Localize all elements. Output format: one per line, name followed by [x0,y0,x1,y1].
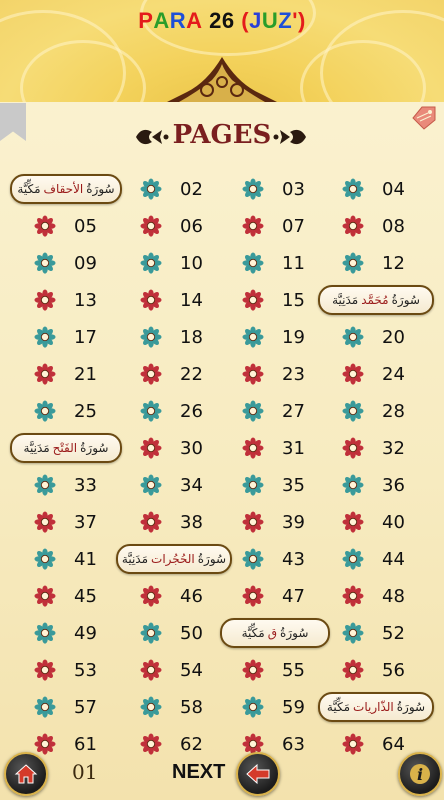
flower-icon [342,252,364,274]
page-number: 46 [180,585,203,607]
page-link[interactable] [342,616,412,650]
page-link[interactable] [342,357,412,391]
info-icon [409,762,431,786]
flower-icon [342,585,364,607]
surah-label-button[interactable] [116,544,232,574]
surah-type: مَدَنِيَّة [121,552,149,566]
grid-row [0,170,444,207]
grid-row [0,540,444,577]
page-number: 49 [74,622,97,644]
flower-icon [242,326,264,348]
surah-label-button[interactable] [10,433,122,463]
page-link[interactable] [140,394,210,428]
page-number: 47 [282,585,305,607]
surah-label-button[interactable] [318,285,434,315]
page-number: 57 [74,696,97,718]
page-link[interactable] [242,690,312,724]
flower-icon [34,696,56,718]
page-number: 37 [74,511,97,533]
page-number: 55 [282,659,305,681]
flower-icon [342,437,364,459]
flower-icon [140,252,162,274]
page-number: 33 [74,474,97,496]
page-link[interactable] [34,579,104,613]
flower-icon [242,178,264,200]
page-number: 12 [382,252,405,274]
page-number: 05 [74,215,97,237]
page-link[interactable] [140,357,210,391]
page-link[interactable] [342,653,412,687]
grid-row [0,207,444,244]
flower-icon [34,511,56,533]
title-letter: U [261,8,279,33]
flower-icon [140,622,162,644]
page-link[interactable] [342,320,412,354]
page-number: 22 [180,363,203,385]
flower-icon [34,215,56,237]
page-number: 62 [180,733,203,755]
surah-type: مَدَنِيَّة [332,293,359,307]
page-number: 54 [180,659,203,681]
page-link[interactable] [140,505,210,539]
page-link[interactable] [242,579,312,613]
page-link[interactable] [140,653,210,687]
footer-bar [0,748,444,800]
page-number: 44 [382,548,405,570]
surah-label-button[interactable] [220,618,330,648]
flower-icon [34,326,56,348]
page-number: 35 [282,474,305,496]
page-number: 63 [282,733,305,755]
title-letter: P [138,8,154,33]
page-number: 19 [282,326,305,348]
page-link[interactable] [342,394,412,428]
grid-row [0,688,444,725]
surah-prefix: سُورَةُ [280,626,309,640]
page-number: 39 [282,511,305,533]
flower-icon [342,511,364,533]
page-number: 14 [180,289,203,311]
surah-type: مَكِّيَّة [326,700,351,714]
page-link[interactable] [242,431,312,465]
page-number: 43 [282,548,305,570]
flower-icon [34,548,56,570]
page-link[interactable] [342,172,412,206]
flower-icon [242,400,264,422]
flower-icon [242,511,264,533]
flower-icon [34,363,56,385]
page-link[interactable] [242,468,312,502]
flower-icon [34,622,56,644]
flower-icon [140,363,162,385]
page-link[interactable] [140,468,210,502]
next-button[interactable] [236,752,280,796]
page-number: 10 [180,252,203,274]
page-number: 04 [382,178,405,200]
ornament-right-icon [272,122,310,152]
flower-icon [342,474,364,496]
page-number: 34 [180,474,203,496]
title-letter: ' [292,8,298,33]
title-letter: 2 [202,8,222,33]
title-letter: ) [297,8,306,33]
surah-prefix: سُورَةُ [391,293,420,307]
page-number: 06 [180,215,203,237]
page-number: 11 [282,252,305,274]
flower-icon [140,215,162,237]
flower-icon [242,696,264,718]
page-number: 58 [180,696,203,718]
title-letter: J [249,8,262,33]
surah-name: الفَتْح [52,441,78,455]
grid-row [0,318,444,355]
page-number: 24 [382,363,405,385]
grid-row [0,614,444,651]
page-link[interactable] [140,283,210,317]
page-link[interactable] [140,246,210,280]
page-link[interactable] [34,283,104,317]
page-number: 07 [282,215,305,237]
page-link[interactable] [34,468,104,502]
flower-icon [140,289,162,311]
flower-icon [342,215,364,237]
surah-prefix: سُورَةُ [396,700,426,714]
page-number: 28 [382,400,405,422]
flower-icon [242,363,264,385]
surah-name: الذّاريات [353,700,394,714]
pages-heading [0,118,444,158]
page-number: 17 [74,326,97,348]
grid-row [0,503,444,540]
page-link[interactable] [342,468,412,502]
flower-icon [242,474,264,496]
page-link[interactable] [140,431,210,465]
flower-icon [242,548,264,570]
page-link[interactable] [140,690,210,724]
page-number: 52 [382,622,405,644]
flower-icon [242,437,264,459]
page-number: 09 [74,252,97,274]
page-link[interactable] [242,172,312,206]
page-link[interactable] [140,616,210,650]
grid-row [0,244,444,281]
page-link[interactable] [242,653,312,687]
flower-icon [242,289,264,311]
flower-icon [242,215,264,237]
page-number: 08 [382,215,405,237]
page-number: 25 [74,400,97,422]
flower-icon [342,659,364,681]
page-link[interactable] [34,616,104,650]
current-page-number: 01 [72,760,98,784]
page-number: 03 [282,178,305,200]
page-number: 59 [282,696,305,718]
page-link[interactable] [242,320,312,354]
page-link[interactable] [242,209,312,243]
title-letter: R [169,8,187,33]
flower-icon [140,178,162,200]
page-link[interactable] [34,246,104,280]
title-letter: 6 [221,8,235,33]
page-number: 38 [180,511,203,533]
page-link[interactable] [242,542,312,576]
flower-icon [34,289,56,311]
page-number: 41 [74,548,97,570]
page-link[interactable] [34,357,104,391]
surah-name: ق [267,626,278,640]
page-link[interactable] [34,505,104,539]
page-link[interactable] [140,579,210,613]
flower-icon [242,252,264,274]
flower-icon [342,400,364,422]
flower-icon [34,585,56,607]
page-number: 48 [382,585,405,607]
flower-icon [140,659,162,681]
flower-icon [34,252,56,274]
home-icon [14,763,38,785]
page-number: 64 [382,733,405,755]
surah-prefix: سُورَةُ [86,182,115,196]
page-number: 36 [382,474,405,496]
page-number: 15 [282,289,305,311]
page-number: 02 [180,178,203,200]
page-link[interactable] [34,690,104,724]
flower-icon [140,400,162,422]
grid-row [0,355,444,392]
grid-row [0,651,444,688]
title-letter: A [186,8,203,33]
page-number: 26 [180,400,203,422]
page-number: 27 [282,400,305,422]
page-link[interactable] [242,283,312,317]
svg-text:i: i [416,765,424,784]
surah-type: مَكِّيَّة [17,182,41,196]
page-number: 53 [74,659,97,681]
page-number: 61 [74,733,97,755]
grid-row [0,392,444,429]
page-link[interactable] [34,320,104,354]
page-link[interactable] [34,653,104,687]
page-link[interactable] [34,209,104,243]
page-link[interactable] [34,542,104,576]
flower-icon [342,548,364,570]
page-number: 18 [180,326,203,348]
page-number: 56 [382,659,405,681]
surah-name: الحُجُرات [151,552,195,566]
surah-prefix: سُورَةُ [80,441,109,455]
surah-label-button[interactable] [318,692,434,722]
page-link[interactable] [342,505,412,539]
next-label[interactable]: NEXT [172,761,226,783]
flower-icon [34,474,56,496]
page-link[interactable] [140,209,210,243]
flower-icon [34,659,56,681]
flower-icon [140,511,162,533]
home-button[interactable] [4,752,48,796]
surah-type: مَدَنِيَّة [23,441,50,455]
flower-icon [140,437,162,459]
page-number: 13 [74,289,97,311]
page-link[interactable] [242,394,312,428]
arrow-left-icon [245,763,271,785]
flower-icon [140,585,162,607]
page-link[interactable] [242,505,312,539]
page-number: 23 [282,363,305,385]
grid-row [0,577,444,614]
flower-icon [342,326,364,348]
surah-name: الأحقاف [43,182,84,196]
page-number: 21 [74,363,97,385]
flower-icon [34,400,56,422]
page-number: 20 [382,326,405,348]
grid-row [0,281,444,318]
grid-row [0,429,444,466]
page-link[interactable] [342,246,412,280]
flower-icon [342,363,364,385]
page-link[interactable] [34,394,104,428]
surah-name: مُحَمَّد [361,293,389,307]
flower-icon [140,696,162,718]
flower-icon [140,474,162,496]
page-number: 30 [180,437,203,459]
page-title [0,8,444,34]
page-link[interactable] [242,246,312,280]
title-letter: ( [234,8,250,33]
surah-label-button[interactable] [10,174,122,204]
header-banner [0,0,444,102]
grid-row [0,466,444,503]
page-number: 45 [74,585,97,607]
page-link[interactable] [342,542,412,576]
info-button[interactable] [398,752,442,796]
flower-icon [342,622,364,644]
page-number: 40 [382,511,405,533]
flower-icon [140,326,162,348]
page-link[interactable] [342,579,412,613]
title-letter: Z [278,8,293,33]
page-link[interactable] [140,172,210,206]
flower-icon [342,178,364,200]
page-link[interactable] [342,431,412,465]
surah-prefix: سُورَةُ [197,552,227,566]
page-number: 31 [282,437,305,459]
page-number: 50 [180,622,203,644]
title-letter: A [153,8,170,33]
flower-icon [242,585,264,607]
page-link[interactable] [242,357,312,391]
pages-label: PAGES [172,120,272,150]
page-number: 32 [382,437,405,459]
flower-icon [242,659,264,681]
page-link[interactable] [140,320,210,354]
arch-ornament [167,52,277,102]
surah-type: مَكِّيَّة [241,626,265,640]
page-link[interactable] [342,209,412,243]
